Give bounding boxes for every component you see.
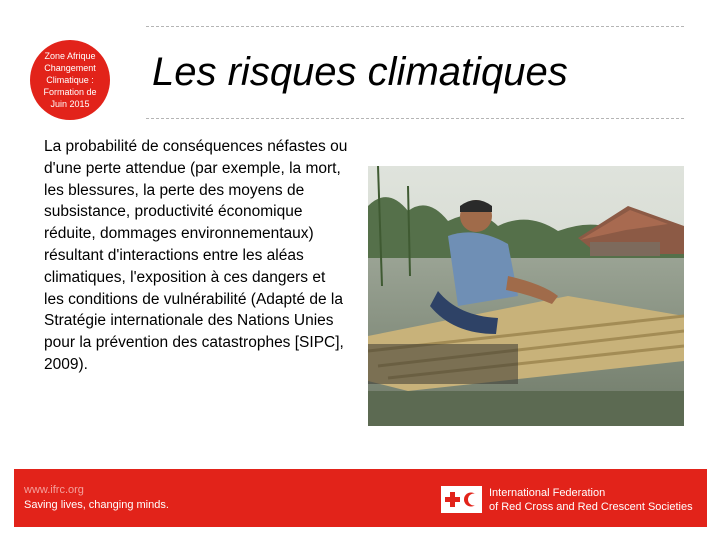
event-badge <box>30 40 110 120</box>
footer-tagline: Saving lives, changing minds. <box>24 499 169 511</box>
event-badge-text: Zone Afrique Changement Climatique : Formation de Juin 2015 <box>43 51 97 109</box>
red-cross-crescent-logo-icon <box>441 486 482 513</box>
top-divider <box>146 26 684 27</box>
organization-name <box>489 486 693 514</box>
footer-bar <box>14 469 707 527</box>
flood-photo <box>368 166 684 426</box>
footer-url-link[interactable]: www.ifrc.org <box>24 484 84 496</box>
definition-text: La probabilité de conséquences néfastes ou d'une perte attendue (par exemple, la mort, les blessures, la perte des moyens de subsistance, productivité économique réduite, dommages environnementaux) résultant d'interactions entre les aléas climatiques, l'exposition à ces dangers et les conditions de vulnérabilité (Adapté de la Stratégie internationale des Nations Unies pour la prévention des catastrophes [SIPC], 2009). <box>44 138 348 373</box>
title-divider <box>146 118 684 119</box>
org-name-line2: of Red Cross and Red Crescent Societies <box>489 501 693 513</box>
slide-title: Les risques climatiques <box>152 50 568 94</box>
org-name-line1: International Federation <box>489 487 606 499</box>
